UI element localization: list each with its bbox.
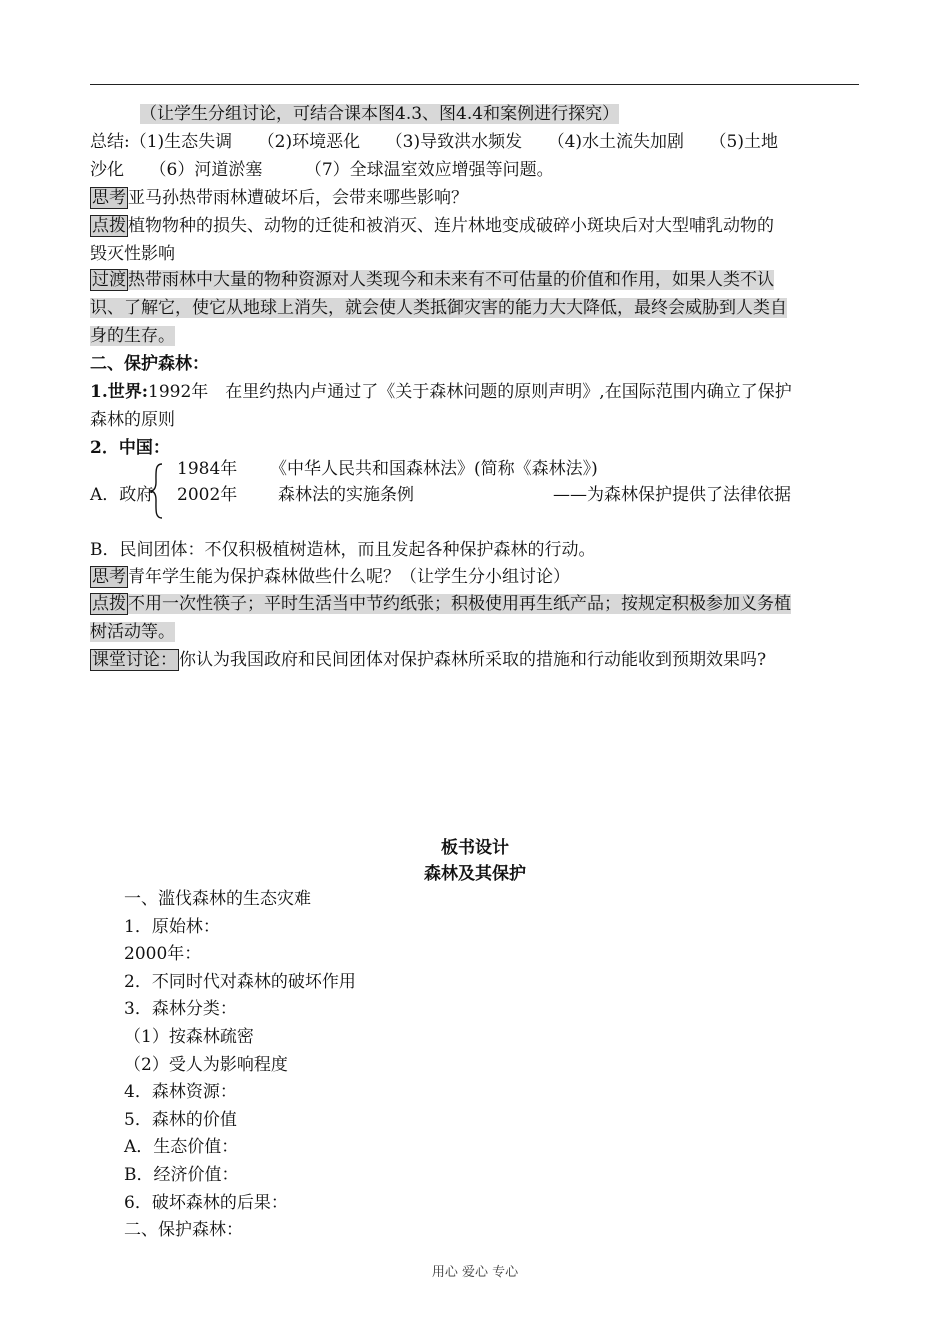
summary-line-2: 沙化 （6）河道淤塞 （7）全球温室效应增强等问题。 — [90, 160, 554, 180]
hint-tag: 点拨 — [92, 216, 126, 236]
outline-item: B．经济价值： — [124, 1164, 239, 1185]
outline-item: 2000年： — [124, 944, 202, 965]
gov-row1-year: 1984年 — [177, 459, 238, 479]
civil-paragraph: B．民间团体：不仅积极植树造林，而且发起各种保护森林的行动。 — [90, 540, 596, 560]
board-outline — [124, 886, 356, 1245]
top-note: （让学生分组讨论，可结合课本图4.3、图4.4和案例进行探究） — [140, 104, 620, 124]
gov-row1-text: 《中华人民共和国森林法》(简称《森林法》) — [270, 459, 598, 479]
think-tag: 思考 — [92, 188, 126, 208]
discussion-tag: 课堂讨论： — [92, 650, 177, 670]
board-subheading: 森林及其保护 — [424, 864, 526, 884]
china-label: 2．中国： — [90, 438, 170, 458]
discussion-paragraph: 课堂讨论： 你认为我国政府和民间团体对保护森林所采取的措施和行动能收到预期效果吗? — [92, 650, 767, 670]
outline-item: 6．破坏森林的后果： — [124, 1192, 288, 1213]
think-paragraph-1: 思考 亚马孙热带雨林遭破坏后，会带来哪些影响？ — [92, 188, 468, 208]
outline-item: 3．森林分类： — [124, 999, 237, 1020]
outline-item: 1．原始林： — [124, 916, 220, 937]
gov-row2-note: ——为森林保护提供了法律依据 — [553, 485, 791, 505]
header-rule — [90, 84, 859, 85]
hint-tag: 点拨 — [92, 594, 126, 614]
outline-item: 2．不同时代对森林的破坏作用 — [124, 971, 356, 992]
gov-row2-year: 2002年 — [177, 485, 238, 505]
hint-paragraph-2-cont: 树活动等。 — [90, 622, 175, 642]
summary-line-1: 总结:（1)生态失调 （2)环境恶化 （3)导致洪水频发 （4)水土流失加剧 （5)土地 — [90, 132, 778, 152]
outline-item: （1）按森林疏密 — [124, 1026, 254, 1047]
board-heading: 板书设计 — [441, 838, 509, 858]
page-footer: 用心 爱心 专心 — [431, 1265, 519, 1280]
section-title-protect-forest: 二、保护森林： — [90, 354, 209, 374]
transition-paragraph: 过渡 热带雨林中大量的物种资源对人类现今和未来有不可估量的价值和作用，如果人类不认 — [92, 270, 774, 290]
hint-paragraph-1: 点拨 植物物种的损失、动物的迁徙和被消灭、连片林地变成破碎小斑块后对大型哺乳动物的 — [92, 216, 774, 236]
world-paragraph-cont: 森林的原则 — [90, 410, 175, 430]
gov-label: A．政府 — [90, 485, 154, 505]
outline-item: 5．森林的价值 — [124, 1109, 237, 1130]
transition-tag: 过渡 — [92, 270, 126, 290]
think-tag: 思考 — [92, 567, 126, 587]
hint-paragraph-2: 点拨 不用一次性筷子；平时生活当中节约纸张；积极使用再生纸产品；按规定积极参加义务植 — [92, 594, 791, 614]
gov-row2-text: 森林法的实施条例 — [278, 485, 414, 505]
outline-item: 二、保护森林： — [124, 1220, 243, 1241]
world-paragraph: 1.世界:1992年 在里约热内卢通过了《关于森林问题的原则声明》,在国际范围内确立了保护 — [90, 382, 792, 402]
hint-paragraph-1-cont: 毁灭性影响 — [90, 244, 175, 264]
outline-item: 4．森林资源： — [124, 1082, 237, 1103]
outline-item: 一、滥伐森林的生态灾难 — [124, 889, 311, 909]
transition-paragraph-end: 身的生存。 — [90, 326, 175, 346]
outline-item: A．生态价值： — [124, 1137, 239, 1158]
outline-item: （2）受人为影响程度 — [124, 1054, 288, 1075]
transition-paragraph-cont: 识、了解它，使它从地球上消失，就会使人类抵御灾害的能力大大降低，最终会威胁到人类自 — [90, 298, 787, 318]
think-paragraph-2: 思考 青年学生能为保护森林做些什么呢？（让学生分小组讨论） — [92, 567, 570, 587]
